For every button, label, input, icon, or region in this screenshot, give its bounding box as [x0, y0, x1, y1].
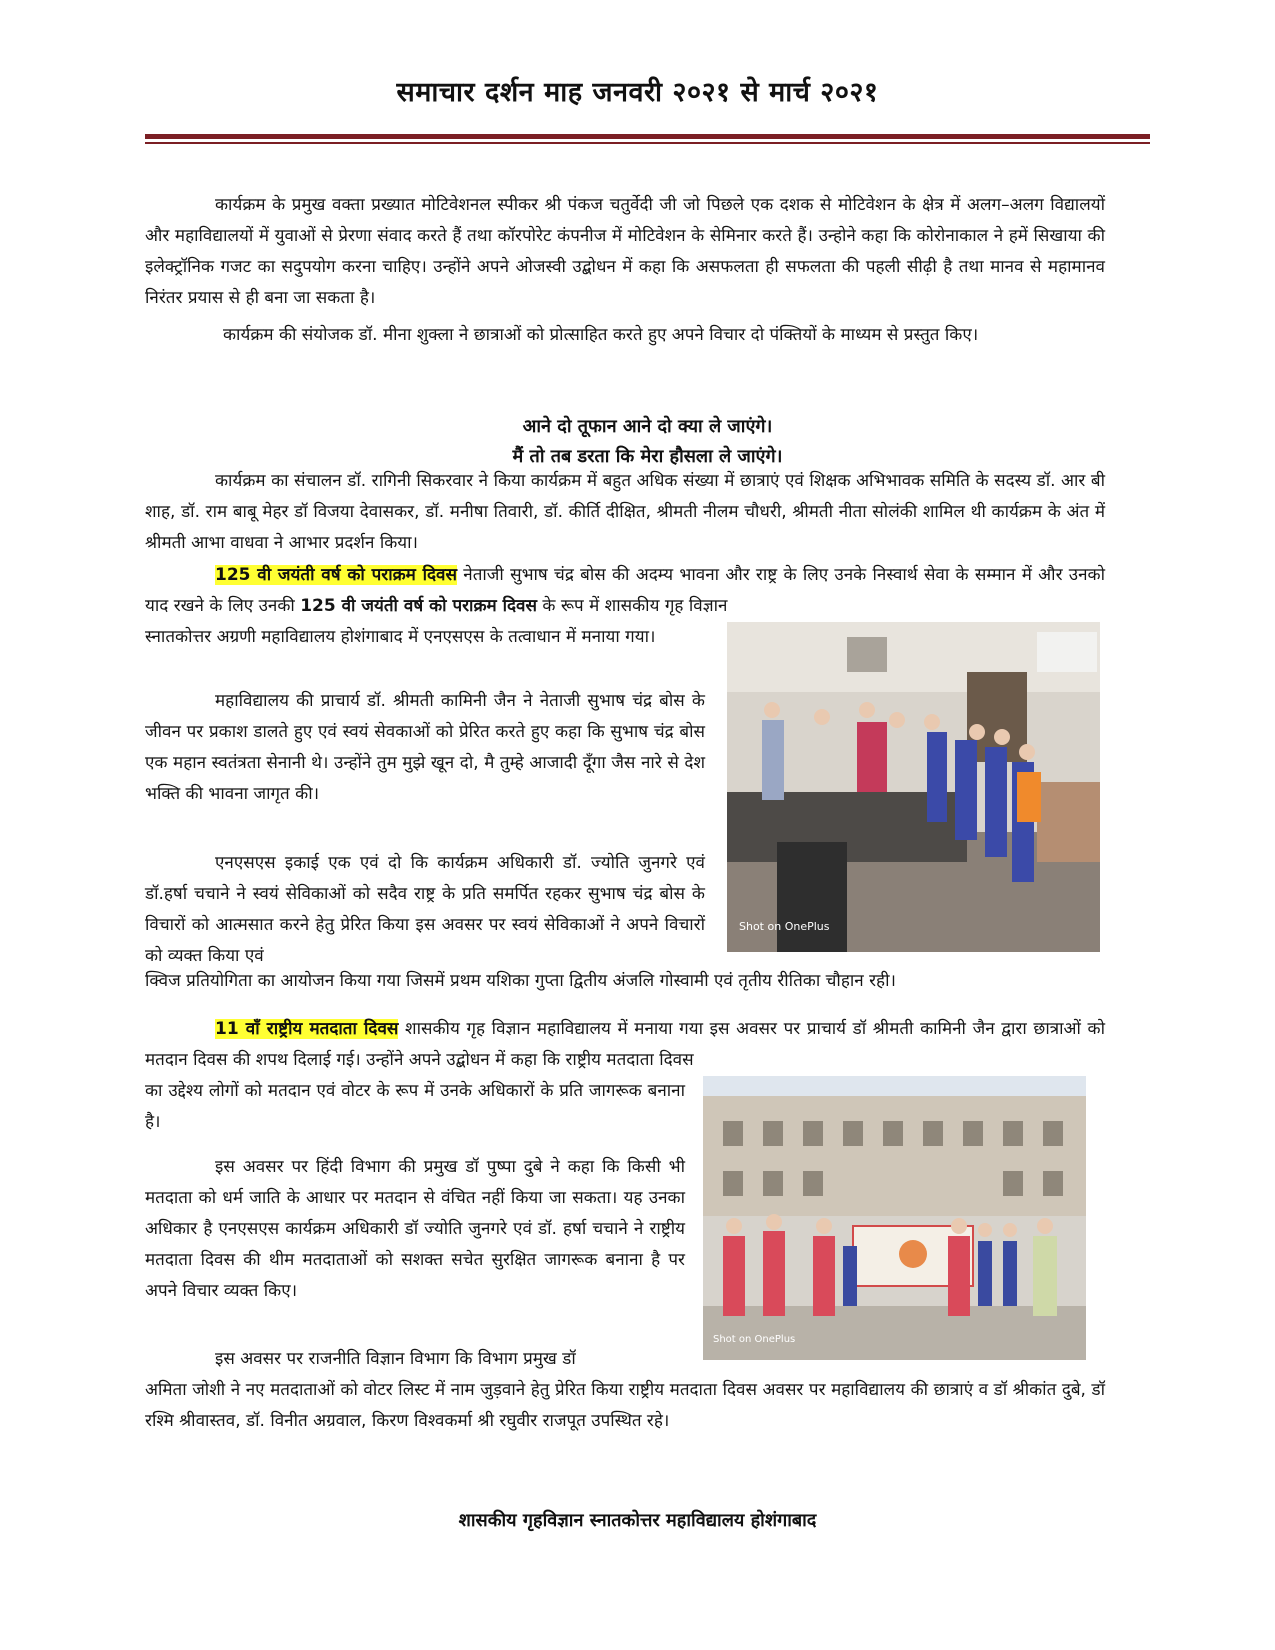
title-divider-thin — [145, 142, 1150, 144]
parakram-intro-text-a: नेताजी सुभाष चंद्र बोस की अदम्य भावना और राष्ट्र के लिए उनके निस्वार्थ सेवा के सम्मान में और उनको याद रखने के लिए उनकी — [145, 565, 1106, 616]
paragraph-principal: महाविद्यालय की प्राचार्य डॉ. श्रीमती कामिनी जैन ने नेताजी सुभाष चंद्र बोस के जीवन पर प्रकाश डालते हुए एवं स्वयं सेवकाओं को प्रेरित करते हुए कहा कि सुभाष चंद्र बोस एक महान स्वतंत्रता सेनानी थे। उन्होंने तुम मुझे खून दो, मै तुम्हे आजादी दूँगा जैस नारे से देश भक्ति की भावना जागृत की। — [145, 691, 705, 804]
paragraph-polsci-continued: अमिता जोशी ने नए मतदाताओं को वोटर लिस्ट में नाम जुड़वाने हेतु प्रेरित किया राष्ट्रीय मतदाता दिवस अवसर पर महाविद्यालय की छात्राएं व डॉ श्रीकांत दुबे, डॉ रश्मि श्रीवास्तव, डॉ. विनीत अग्रवाल, किरण विश्वकर्मा श्री रघुवीर राजपूत उपस्थित रहे। — [145, 1380, 1105, 1431]
voters-day-intro-continued: का उद्देश्य लोगों को मतदान एवं वोटर के रूप में उनके अधिकारों के प्रति जागरूक बनाना है। — [145, 1081, 685, 1132]
couplet-line-1: आने दो तूफान आने दो क्या ले जाएंगे। — [522, 416, 773, 437]
section-heading-voters-day: 11 वॉं राष्ट्रीय मतदाता दिवस — [215, 1019, 399, 1039]
title-divider — [145, 134, 1150, 139]
paragraph-convener: कार्यक्रम की संयोजक डॉ. मीना शुक्ला ने छात्राओं को प्रोत्साहित करते हुए अपने विचार दो पंक्तियों के माध्यम से प्रस्तुत किए। — [223, 325, 979, 345]
paragraph-host: कार्यक्रम का संचालन डॉ. रागिनी सिकरवार ने किया कार्यक्रम में बहुत अधिक संख्या में छात्राएं एवं शिक्षक अभिभावक समिति के सदस्य डॉ. आर बी शाह, डॉ. राम बाबू मेहर डॉ विजया देवासकर, डॉ. मनीषा तिवारी, डॉ. कीर्ति दीक्षित, श्रीमती नीलम चौधरी, श्रीमती नीता सोलंकी शामिल थी कार्यक्रम के अंत में श्रीमती आभा वाधवा ने आभार प्रदर्शन किया। — [145, 471, 1105, 553]
page-footer: शासकीय गृहविज्ञान स्नातकोत्तर महाविद्यालय होशंगाबाद — [458, 1510, 817, 1531]
section-heading-parakram: 125 वी जयंती वर्ष को पराक्रम दिवस — [215, 565, 457, 585]
couplet — [145, 412, 1150, 472]
paragraph-nss-officers: एनएसएस इकाई एक एवं दो कि कार्यक्रम अधिकारी डॉ. ज्योति जुनगरे एवं डॉ.हर्षा चचाने ने स्वयं सेविकाओं को सदैव राष्ट्र के प्रति समर्पित रहकर सुभाष चंद्र बोस के विचारों को आत्मसात करने हेतु प्रेरित किया इस अवसर पर स्वयं सेविकाओं ने अपने विचारों को व्यक्त किया एवं — [145, 853, 705, 966]
paragraph-speaker: कार्यक्रम के प्रमुख वक्ता प्रख्यात मोटिवेशनल स्पीकर श्री पंकज चतुर्वेदी जी जो पिछले एक दशक से मोटिवेशन के क्षेत्र में अलग–अलग विद्यालयों और महाविद्यालयों में युवाओं से प्रेरणा संवाद करते हैं तथा कॉरपोरेट कंपनीज में मोटिवेशन के सेमिनार करते हैं। उन्होने कहा कि कोरोनाकाल ने हमें सिखाया की इलेक्ट्रॉनिक गजट का सदुपयोग करना चाहिए। उन्होंने अपने ओजस्वी उद्बोधन में कहा कि असफलता ही सफलता की पहली सीढ़ी है तथा मानव से महामानव निरंतर प्रयास से ही बना जा सकता है। — [145, 195, 1105, 308]
section-parakram-intro — [145, 560, 1105, 622]
photo-watermark: Shot on OnePlus — [739, 920, 830, 933]
section-voters-day-intro — [145, 1014, 1105, 1076]
couplet-line-2: मैं तो तब डरता कि मेरा हौसला ले जाएंगे। — [512, 446, 783, 467]
voters-day-intro-text: शासकीय गृह विज्ञान महाविद्यालय में मनाया गया इस अवसर पर प्राचार्य डॉ श्रीमती कामिनी जैन द्वारा छात्राओं को मतदान दिवस की शपथ दिलाई गई। उन्होंने अपने उद्बोधन में कहा कि राष्ट्रीय मतदाता दिवस — [145, 1019, 1105, 1070]
paragraph-quiz-results: क्विज प्रतियोगिता का आयोजन किया गया जिसमें प्रथम यशिका गुप्ता द्वितीय अंजलि गोस्वामी एवं तृतीय रीतिका चौहान रही। — [145, 971, 896, 991]
photo-watermark: Shot on OnePlus — [713, 1334, 796, 1345]
paragraph-polsci-start: इस अवसर पर राजनीति विज्ञान विभाग कि विभाग प्रमुख डॉ — [215, 1349, 576, 1369]
parakram-intro-bold: 125 वी जयंती वर्ष को पराक्रम दिवस — [300, 596, 537, 616]
parakram-intro-text-b: के रूप में शासकीय गृह विज्ञान — [542, 596, 728, 616]
photo-parakram-diwas — [727, 622, 1100, 952]
paragraph-hindi-dept: इस अवसर पर हिंदी विभाग की प्रमुख डॉ पुष्पा दुबे ने कहा कि किसी भी मतदाता को धर्म जाति के आधार पर मतदान से वंचित नहीं किया जा सकता। यह उनका अधिकार है एनएसएस कार्यक्रम अधिकारी डॉ ज्योति जुनगरे एवं डॉ. हर्षा चचाने ने राष्ट्रीय मतदाता दिवस की थीम मतदाताओं को सशक्त सचेत सुरक्षित जागरूक बनाना है पर अपने विचार व्यक्त किए। — [145, 1157, 685, 1301]
page-title: समाचार दर्शन माह जनवरी २०२१ से मार्च २०२१ — [396, 77, 879, 108]
parakram-intro-continued: स्नातकोत्तर अग्रणी महाविद्यालय होशंगाबाद में एनएसएस के तत्वाधान में मनाया गया। — [145, 627, 656, 647]
photo-voters-day — [703, 1076, 1086, 1360]
